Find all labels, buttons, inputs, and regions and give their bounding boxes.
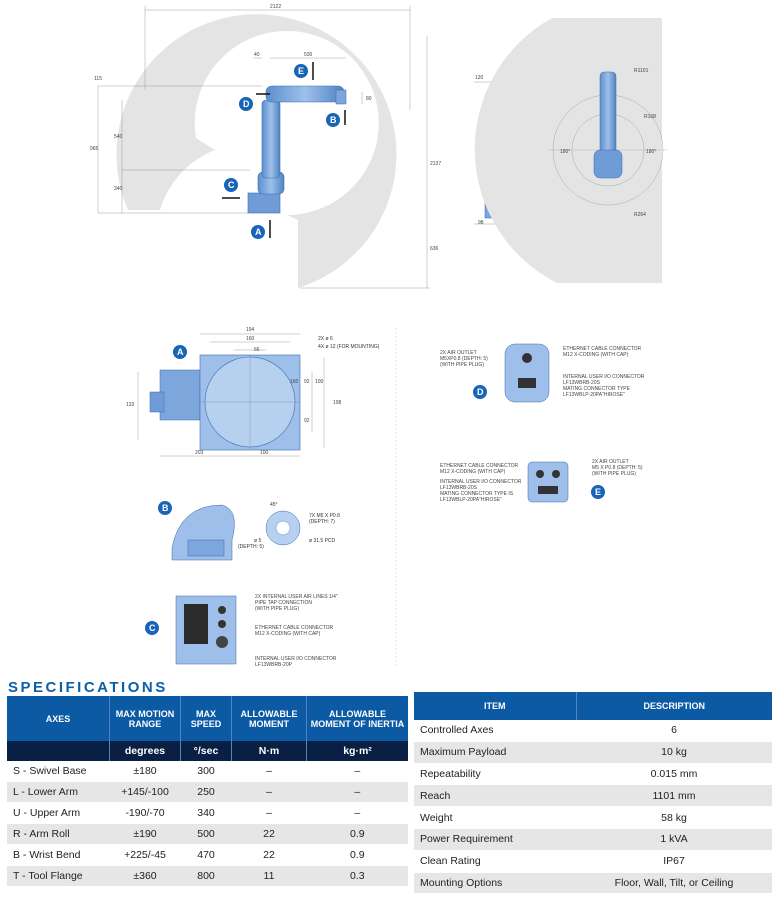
motion-range: ±180 [110, 761, 181, 782]
wrist-pin-depth: (DEPTH: 5) [238, 544, 264, 550]
dim-194: 194 [246, 327, 255, 333]
dim-160-vertical: 160 [290, 379, 299, 385]
item-value: 0.015 mm [576, 763, 772, 785]
wrist-tap-depth: (DEPTH: 7) [309, 519, 335, 525]
table-row [414, 785, 772, 807]
e-note-io: INTERNAL USER I/O CONNECTOR [440, 479, 522, 485]
axis-name: L - Lower Arm [7, 782, 110, 803]
item-name: Controlled Axes [414, 720, 576, 741]
header-motion-range: MAX MOTION RANGE [110, 696, 181, 741]
header-moment: ALLOWABLE MOMENT [232, 696, 307, 741]
detail-a-base-drawing [126, 327, 380, 456]
svg-text:D: D [243, 99, 250, 109]
item-spec-table [414, 692, 772, 894]
axis-name: S - Swivel Base [7, 761, 110, 782]
e-note-mating-part: LF13WBLP-20PA"HIROSE" [440, 497, 502, 503]
dim-100: 100 [260, 450, 269, 456]
unit-axes [7, 741, 110, 761]
speed: 470 [181, 845, 232, 866]
dim-180-left: 180° [560, 149, 571, 155]
e-note-m12: M12 X-CODING (WITH CAP) [440, 469, 506, 475]
unit-speed: °/sec [181, 741, 232, 761]
unit-moment: N·m [232, 741, 307, 761]
detail-c-connector-panel [145, 594, 338, 668]
c-note-io-part: LF13WBRB-20P [255, 662, 292, 668]
table-row [7, 803, 408, 824]
speed: 300 [181, 761, 232, 782]
inertia: 0.9 [307, 824, 409, 845]
moment: 11 [232, 866, 307, 887]
dim-180-right: 180° [646, 149, 657, 155]
item-value: IP67 [576, 850, 772, 872]
svg-text:C: C [149, 623, 156, 633]
wrist-tap-note: 7X M5 X P0.8 [309, 513, 340, 519]
d-note-ethernet: ETHERNET CABLE CONNECTOR [563, 346, 642, 352]
dim-92: 92 [304, 379, 310, 385]
svg-text:A: A [177, 347, 184, 357]
svg-text:E: E [298, 66, 305, 76]
note-2x-hole: 2X ø 6 [318, 336, 333, 342]
item-name: Maximum Payload [414, 741, 576, 763]
table-row [414, 763, 772, 785]
d-note-mating-part: LF13WBLP-20PA"HIROSE" [563, 392, 625, 398]
table-row [7, 866, 408, 887]
d-note-m5: M5XP0.8 (DEPTH: 5) [440, 356, 488, 362]
table-row [414, 872, 772, 894]
c-note-io: INTERNAL USER I/O CONNECTOR [255, 656, 337, 662]
dim-965: 965 [90, 146, 99, 152]
detail-d-connector [440, 344, 645, 402]
svg-text:D: D [477, 387, 484, 397]
table-row [414, 807, 772, 829]
table-row [414, 720, 772, 741]
dim-133: 133 [126, 402, 135, 408]
dim-r264: R264 [634, 212, 646, 218]
motion-range: ±190 [110, 824, 181, 845]
table-row [7, 782, 408, 803]
dim-203: 203 [195, 450, 204, 456]
dim-115: 115 [94, 76, 102, 82]
header-item: ITEM [414, 692, 576, 720]
specifications-title: SPECIFICATIONS [8, 679, 168, 696]
motion-range: +225/-45 [110, 845, 181, 866]
svg-text:B: B [330, 115, 337, 125]
dim-636: 636 [430, 246, 439, 252]
dim-r1101: R1101 [634, 68, 649, 74]
unit-inertia: kg·m² [307, 741, 409, 761]
e-note-ethernet: ETHERNET CABLE CONNECTOR [440, 463, 519, 469]
top-view-drawing [475, 18, 668, 283]
table-row [7, 824, 408, 845]
moment: 22 [232, 845, 307, 866]
inertia: – [307, 782, 409, 803]
axis-name: B - Wrist Bend [7, 845, 110, 866]
axes-spec-table [7, 696, 408, 887]
d-note-io-part: LF13WBRB-20S [563, 380, 600, 386]
detail-e-connector [440, 459, 643, 503]
motion-range: -190/-70 [110, 803, 181, 824]
header-max-speed: MAX SPEED [181, 696, 232, 741]
moment: – [232, 782, 307, 803]
item-name: Repeatability [414, 763, 576, 785]
wrist-pcd: ø 31.5 PCD [309, 538, 336, 544]
item-value: 6 [576, 720, 772, 741]
dim-530: 530 [304, 52, 313, 58]
inertia: – [307, 761, 409, 782]
item-name: Weight [414, 807, 576, 829]
side-view-drawing [90, 4, 441, 288]
svg-text:E: E [595, 487, 602, 497]
speed: 250 [181, 782, 232, 803]
header-inertia: ALLOWABLE MOMENT OF INERTIA [307, 696, 409, 741]
dim-66: 66 [254, 347, 260, 353]
dim-100-vertical: 100 [315, 379, 324, 385]
inertia: – [307, 803, 409, 824]
item-value: 1101 mm [576, 785, 772, 807]
svg-text:C: C [228, 180, 235, 190]
d-note-m12: M12 X-CODING (WITH CAP) [563, 352, 629, 358]
dim-2137: 2137 [430, 161, 442, 167]
item-name: Reach [414, 785, 576, 807]
c-note-ethernet: ETHERNET CABLE CONNECTOR [255, 625, 334, 631]
unit-degrees: degrees [110, 741, 181, 761]
d-note-io: INTERNAL USER I/O CONNECTOR [563, 374, 645, 380]
axis-name: R - Arm Roll [7, 824, 110, 845]
dim-r168: R168 [644, 114, 656, 120]
moment: – [232, 761, 307, 782]
note-mounting-holes: 4X ø 12 (FOR MOUNTING) [318, 344, 380, 350]
item-name: Mounting Options [414, 872, 576, 894]
d-note-air: 2X AIR OUTLET [440, 350, 477, 356]
item-name: Power Requirement [414, 828, 576, 850]
inertia: 0.3 [307, 866, 409, 887]
motion-range: +145/-100 [110, 782, 181, 803]
dim-540: 540 [114, 134, 123, 140]
dim-160: 160 [246, 336, 255, 342]
wrist-angle-45: 45° [270, 502, 278, 508]
table-row [7, 761, 408, 782]
c-note-pipe-tap: PIPE TAP CONNECTION [255, 600, 312, 606]
speed: 500 [181, 824, 232, 845]
c-note-m12: M12 X-CODING (WITH CAP) [255, 631, 321, 637]
axis-name: T - Tool Flange [7, 866, 110, 887]
detail-b-wrist-drawing [158, 501, 340, 560]
c-note-air-lines: 2X INTERNAL USER AIR LINES 1/4" [255, 594, 338, 600]
speed: 800 [181, 866, 232, 887]
table-row [414, 850, 772, 872]
moment: – [232, 803, 307, 824]
e-note-plug: (WITH PIPE PLUG) [592, 471, 636, 477]
dim-120-left: 120 [475, 75, 484, 81]
item-value: Floor, Wall, Tilt, or Ceiling [576, 872, 772, 894]
table-row [414, 741, 772, 763]
item-value: 1 kVA [576, 828, 772, 850]
dim-40: 40 [254, 52, 260, 58]
dim-2122: 2122 [270, 4, 282, 10]
table-row [414, 828, 772, 850]
motion-range: ±360 [110, 866, 181, 887]
wrist-pin: ø 5 [254, 538, 262, 544]
dim-92-lower: 92 [304, 418, 310, 424]
table-row [7, 845, 408, 866]
e-note-io-part: LF13WBRB-20S [440, 485, 477, 491]
e-note-mating: MATING CONNECTOR TYPE IS [440, 491, 514, 497]
header-description: DESCRIPTION [576, 692, 772, 720]
e-note-m5: M5 X P0.8 (DEPTH: 5) [592, 465, 643, 471]
speed: 340 [181, 803, 232, 824]
d-note-mating: MATING CONNECTOR TYPE [563, 386, 630, 392]
item-value: 58 kg [576, 807, 772, 829]
svg-text:A: A [255, 227, 262, 237]
item-value: 10 kg [576, 741, 772, 763]
moment: 22 [232, 824, 307, 845]
e-note-air: 2X AIR OUTLET [592, 459, 629, 465]
dim-98-left: 98 [478, 220, 484, 226]
item-name: Clean Rating [414, 850, 576, 872]
inertia: 0.9 [307, 845, 409, 866]
c-note-pipe-plug: (WITH PIPE PLUG) [255, 606, 299, 612]
d-note-plug: (WITH PIPE PLUG) [440, 362, 484, 368]
dim-198: 198 [333, 400, 342, 406]
header-axes: AXES [7, 696, 110, 741]
dim-340: 340 [114, 186, 123, 192]
dim-80: 80 [366, 96, 372, 102]
svg-text:B: B [162, 503, 169, 513]
axis-name: U - Upper Arm [7, 803, 110, 824]
